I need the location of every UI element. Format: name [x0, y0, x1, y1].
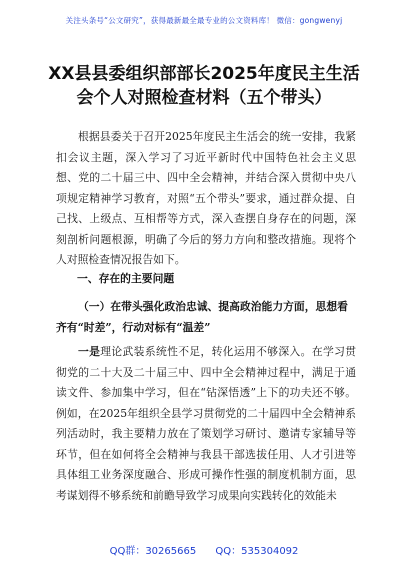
- document-title: [40, 62, 368, 110]
- header-banner: 关注头条号“公文研究”，获得最新最全最专业的公文资料库！ 微信：gongwenyj: [65, 16, 343, 25]
- body-paragraph: [56, 342, 356, 506]
- title-line-2: 会个人对照检查材料（五个带头）: [76, 88, 332, 108]
- paragraph-text: 理论武装系统性不足，转化运用不够深入。在学习贯彻党的二十大及二十届三中、四中全会精神过程中，满足于通读文件、参加集中学习，但在“钻深悟透”上下的功夫还不够。例如，在2025年组织全县学习贯彻党的二十届四中全会精神系列活动时，我主要精力放在了策划学习研讨、邀请专家辅导等环节，但在如何将全会精神与我县干部选拔任用、人才引进等具体组工业务深度融合、形成可操作性强的制度机制方面，思考谋划得不够系统和前瞻导致学习成果向实践转化的效能未: [56, 345, 357, 502]
- footer-qq: QQ：535304092: [215, 546, 299, 557]
- paragraph-lead: 一是: [78, 345, 101, 358]
- section-heading: 一、存在的主要问题: [77, 272, 175, 285]
- title-line-1: XX县县委组织部部长2025年度民主生活: [48, 64, 360, 84]
- footer-qq-group: QQ群：30265665: [109, 546, 197, 557]
- subsection-heading: （一）在带头强化政治忠诚、提高政治能力方面，思想看齐有“时差”，行动对标有“温差”: [56, 300, 348, 334]
- intro-paragraph: 根据县委关于召开2025年度民主生活会的统一安排，我紧扣会议主题，深入学习了习近平新时代中国特色社会主义思想、党的二十届三中、四中全会精神，并结合深入贯彻中央八项规定精神学习教育，对照“五个带头”要求，通过群众提、自己找、上级点、互相帮等方式，深入查摆自身存在的问题，深刻剖析问题根源，明确了今后的努力方向和整改措施。现将个人对照检查情况报告如下。: [56, 130, 356, 266]
- footer-contacts: [0, 542, 408, 557]
